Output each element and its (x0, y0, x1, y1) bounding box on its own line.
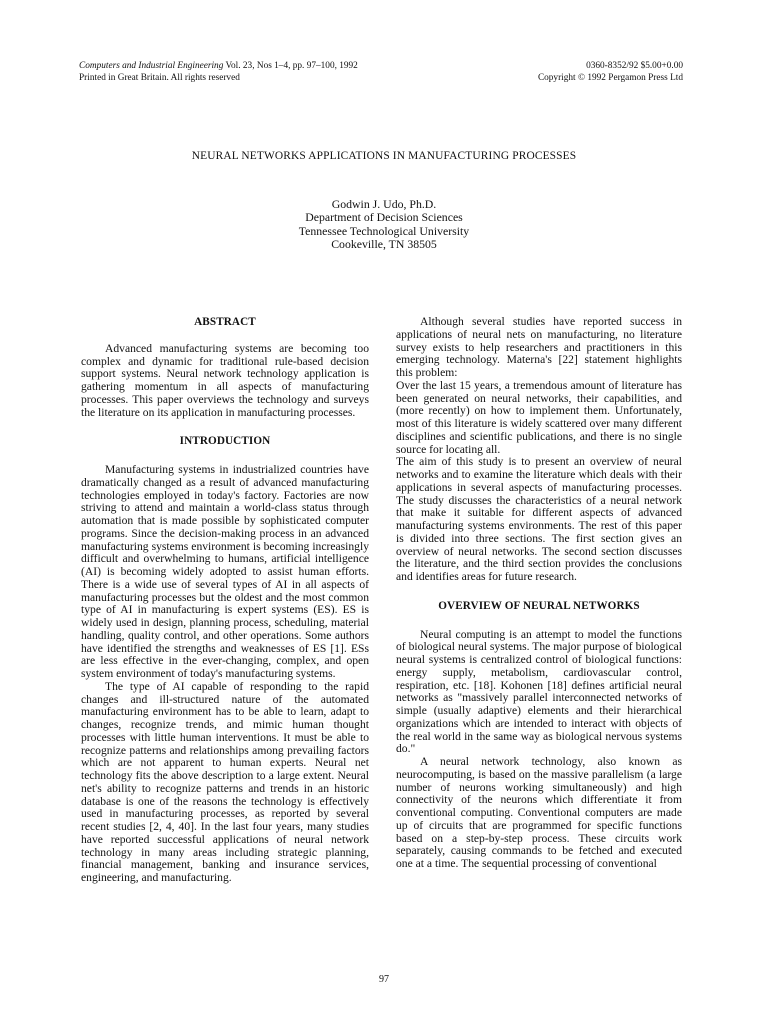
introduction-heading: INTRODUCTION (179, 435, 271, 448)
journal-header (79, 60, 358, 84)
overview-paragraph: Neural computing is an attempt to model the functions of biological neural systems. The major purpose of biological neural systems is centralized control of biological functions: energy supply, metabolism, cardiovascular control, respiration, etc. [18]. Kohonen [18] defines artificial neural networks as "massively parallel interconnected networks of simple (usually adaptive) elements and their hierarchical organizations which are intended to interact with objects of the real world in the same way as biological nervous systems do." (396, 627, 682, 756)
overview-heading: OVERVIEW OF NEURAL NETWORKS (438, 599, 640, 612)
overview-paragraph: A neural network technology, also known as neurocomputing, is based on the massive parallelism (a large number of neurons working simultaneously) and high connectivity of the neurons which differentiate it from conventional computing. Conventional computers are made up of circuits that are programmed for specific functions based on a step-by-step process. These circuits work separately, causing commands to be fetched and executed one at a time. The sequential processing of conventional (396, 755, 682, 870)
intro-paragraph: The type of AI capable of responding to the rapid changes and ill-structured nature of the automated manufacturing environment has to be able to learn, adapt to changes, recognize trends, and mimic human thought processes with little human interventions. It must be able to recognize patterns and relationships among prevailing factors which are not apparent to human experts. Neural net technology fits the above description to a large extent. Neural net's ability to recognize patterns and trends in an historic database is one of the reasons the technology is effectively used in manufacturing processes, as reported by several recent studies [2, 4, 40]. In the last four years, many studies have reported successful applications of neural network technology in many areas including strategic planning, financial management, banking and insurance services, engineering, and manufacturing. (81, 679, 369, 884)
copyright: Copyright © 1992 Pergamon Press Ltd (537, 73, 683, 83)
journal-citation (79, 60, 358, 72)
abstract-heading: ABSTRACT (194, 316, 256, 328)
aim-paragraph: The aim of this study is to present an overview of neural networks and to examine the literature which deals with their applications in several aspects of manufacturing processes. The study discusses the characteristics of a neural network that make it suitable for different aspects of advanced manufacturing systems environments. The rest of this paper is divided into three sections. The first section gives an overview of neural networks. The second section discusses the literature, and the third section provides the conclusions and identifies areas for future research. (396, 455, 682, 583)
author-name: Godwin J. Udo, Ph.D. (331, 197, 437, 211)
issn: 0360-8352/92 $5.00+0.00 (586, 61, 683, 71)
page-number: 97 (379, 974, 389, 985)
materna-quote: Over the last 15 years, a tremendous amount of literature has been generated on neural networks, their capabilities, and (more recently) on how to implement them. Unfortunately, most of this literature is widely scattered over many different disciplines and scientific publications, and there is no single source for locating all. (396, 378, 682, 456)
author-university: Tennessee Technological University (298, 223, 470, 238)
abstract-text: Advanced manufacturing systems are becoming too complex and dynamic for traditional rule-based decision support systems. Neural network technology application is gathering momentum in all aspects of manufacturing processes. This paper overviews the technology and surveys the literature on its application in manufacturing processes. (81, 341, 369, 419)
journal-name: Computers and Industrial Engineering (79, 61, 224, 71)
left-column (81, 316, 369, 885)
paper-title: NEURAL NETWORKS APPLICATIONS IN MANUFACTURING PROCESSES (191, 150, 577, 162)
copyright-header (505, 60, 683, 84)
author-block (0, 198, 768, 252)
author-location: Cookeville, TN 38505 (331, 237, 437, 252)
printed-notice: Printed in Great Britain. All rights reserved (79, 73, 240, 83)
literature-gap-paragraph: Although several studies have reported success in applications of neural nets on manufacturing, no literature survey exists to help researchers and practitioners in this emerging technology. Materna's [22] statement highlights this problem: (396, 315, 682, 379)
right-column (396, 316, 682, 871)
journal-volume: Vol. 23, Nos 1–4, pp. 97–100, 1992 (223, 61, 358, 71)
intro-paragraph: Manufacturing systems in industrialized countries have dramatically changed as a result of advanced manufacturing technologies employed in today's factory. Factories are now striving to attend and maintain a world-class status through automation that is made possible by sophisticated computer programs. Since the decision-making process in an advanced manufacturing systems environment is becoming increasingly difficult and overwhelming to humans, artificial intelligence (AI) is becoming widely adopted to assist human efforts. There is a wide use of several types of AI in all aspects of manufacturing processes but the oldest and the most common type of AI in manufacturing is expert systems (ES). ES is widely used in design, planning process, scheduling, material handling, quality control, and other operations. Some authors have identified the strengths and weaknesses of ES [1]. ESs are less effective in the ever-changing, complex, and open system environment of today's manufacturing systems. (81, 463, 369, 680)
author-department: Department of Decision Sciences (305, 210, 463, 225)
